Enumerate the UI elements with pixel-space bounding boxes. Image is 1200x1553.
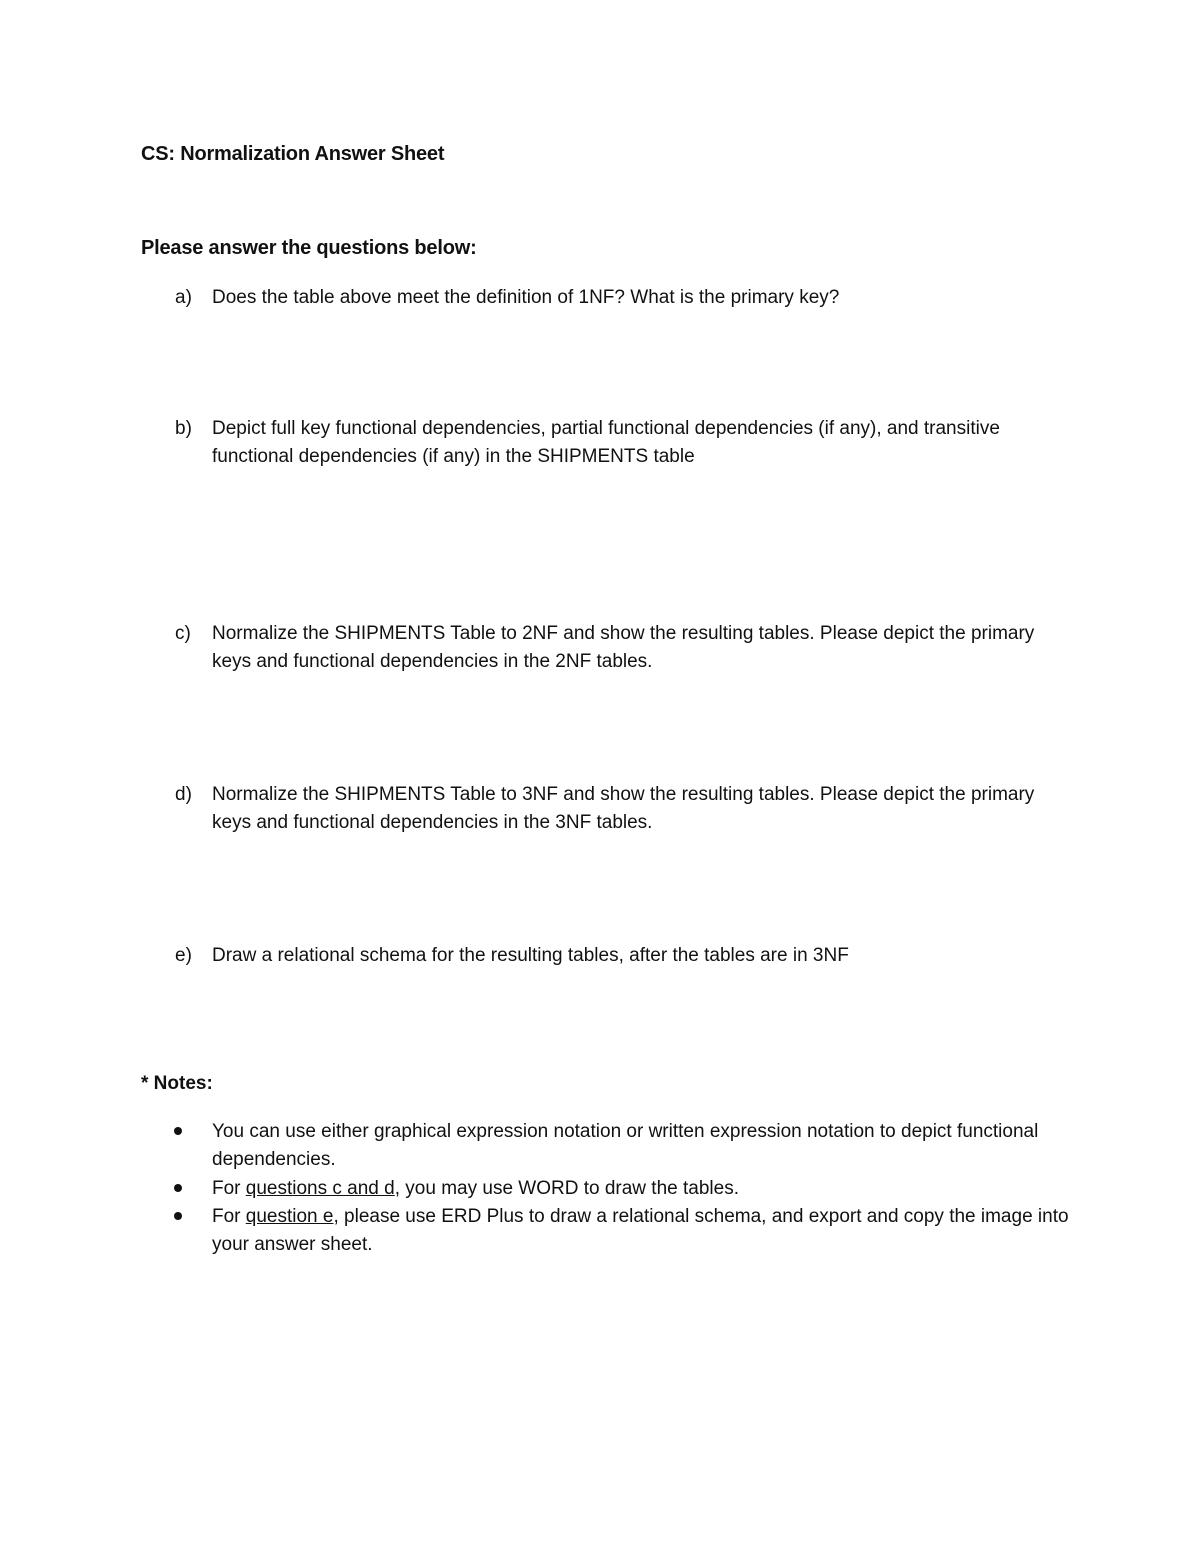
note-text [212,1175,1072,1203]
question-label: e) [175,945,192,966]
note-prefix: For [212,1206,246,1227]
bullet-icon [174,1127,182,1135]
bullet-icon [174,1184,182,1192]
question-text: Draw a relational schema for the resulting tables, after the tables are in 3NF [212,945,849,966]
note-reference: question e [245,1206,334,1227]
note-suffix: , please use ERD Plus to draw a relational schema, and export and copy the image into your answer sheet. [212,1206,1069,1255]
note-text: You can use either graphical expression notation or written expression notation to depict functional dependencies. [212,1121,1039,1170]
question-text: Depict full key functional dependencies, partial functional dependencies (if any), and transitive functional dependencies (if any) in the SHIPMENTS table [212,418,1000,467]
page-title: CS: Normalization Answer Sheet [141,143,445,165]
bullet-icon [174,1212,182,1220]
note-reference: questions c and d [245,1178,395,1199]
note-prefix: For [212,1178,246,1199]
instructions-heading: Please answer the questions below: [141,237,477,259]
notes-heading: * Notes: [141,1073,213,1094]
note-text [212,1203,1072,1259]
question-text: Normalize the SHIPMENTS Table to 2NF and show the resulting tables. Please depict the primary keys and functional dependencies in the 2NF tables. [212,623,1035,672]
question-label: a) [175,287,192,308]
question-text: Does the table above meet the definition of 1NF? What is the primary key? [212,287,840,308]
note-suffix: , you may use WORD to draw the tables. [394,1178,739,1199]
question-label: c) [175,623,191,644]
question-text: Normalize the SHIPMENTS Table to 3NF and show the resulting tables. Please depict the primary keys and functional dependencies in the 3NF tables. [212,784,1035,833]
question-label: b) [175,418,192,439]
question-label: d) [175,784,192,805]
